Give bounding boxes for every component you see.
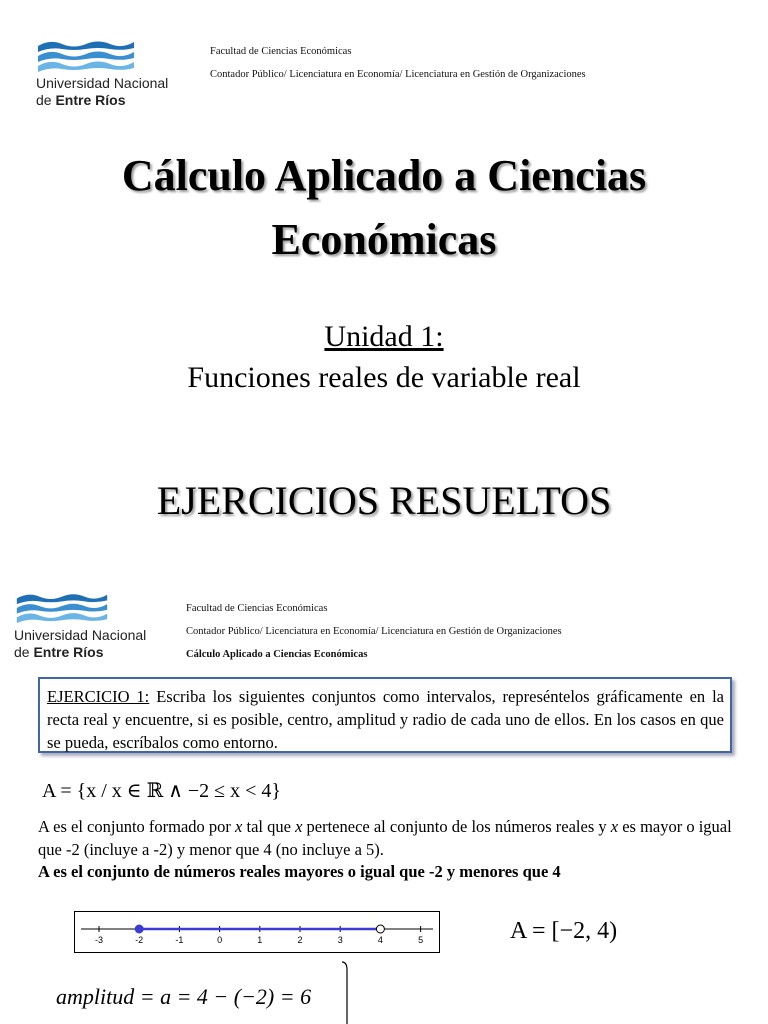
- unit-subtitle: Funciones reales de variable real: [187, 361, 581, 394]
- explanation-paragraph: A es el conjunto formado por x tal que x pertenece al conjunto de los números reales y x es mayor o igual que -2 (incluye a -2) y menor que 4 (no incluye a 5).: [38, 817, 732, 859]
- number-line-tick-label: 4: [377, 935, 383, 945]
- right-brace: [338, 960, 354, 1024]
- header-careers: Contador Público/ Licenciatura en Economía/ Licenciatura en Gestión de Organizaciones: [186, 626, 562, 637]
- number-line-tick-label: 2: [297, 935, 303, 945]
- number-line-tick-label: 5: [418, 935, 424, 945]
- waves-logo-icon: [14, 591, 110, 623]
- number-line-tick-label: -1: [175, 935, 184, 945]
- university-logo-2: [14, 591, 174, 663]
- exercise-text: Escriba los siguientes conjuntos como intervalos, represéntelos gráficamente en la recta real y encuentre, si es posible, centro, amplitud y radio de cada uno de ellos. En los casos en que se pueda, escríbalos como entorno.: [47, 687, 724, 752]
- number-line-tick-label: 0: [217, 935, 223, 945]
- number-line-tick-label: -3: [94, 935, 104, 945]
- header-careers: Contador Público/ Licenciatura en Economía/ Licenciatura en Gestión de Organizaciones: [210, 69, 586, 80]
- header-faculty: Facultad de Ciencias Económicas: [210, 46, 352, 57]
- set-definition: A = {x / x ∈ ℝ ∧ −2 ≤ x < 4}: [42, 780, 281, 802]
- logo-line-2: de Entre Ríos: [36, 92, 126, 108]
- number-line-tick-label: 3: [337, 935, 343, 945]
- unit-label: Unidad 1:: [324, 320, 444, 353]
- interval-end-point: [376, 925, 384, 933]
- logo-line-2: de Entre Ríos: [14, 644, 104, 660]
- header-faculty: Facultad de Ciencias Económicas: [186, 603, 328, 614]
- logo-line-1: Universidad Nacional: [14, 627, 147, 643]
- interval-notation: A = [−2, 4): [510, 918, 618, 944]
- exercise-box: [38, 677, 732, 753]
- header-course: Cálculo Aplicado a Ciencias Económicas: [186, 649, 368, 660]
- exercise-label: EJERCICIO 1:: [47, 687, 150, 706]
- page-title-line-1: Cálculo Aplicado a Ciencias: [121, 151, 647, 200]
- amplitude-formula: amplitud = a = 4 − (−2) = 6: [56, 984, 312, 1009]
- university-logo: [36, 38, 196, 110]
- number-line-tick-label: 1: [257, 935, 263, 945]
- page-title-line-2: Económicas: [271, 215, 497, 264]
- section-title: EJERCICIOS RESUELTOS: [156, 478, 612, 523]
- number-line: [75, 912, 439, 952]
- waves-logo-icon: [36, 38, 136, 72]
- interval-start-point: [135, 925, 143, 933]
- logo-line-1: Universidad Nacional: [36, 75, 169, 91]
- number-line-box: [74, 911, 440, 953]
- bold-summary: A es el conjunto de números reales mayores o igual que -2 y menores que 4: [38, 862, 561, 881]
- number-line-tick-label: -2: [135, 935, 144, 945]
